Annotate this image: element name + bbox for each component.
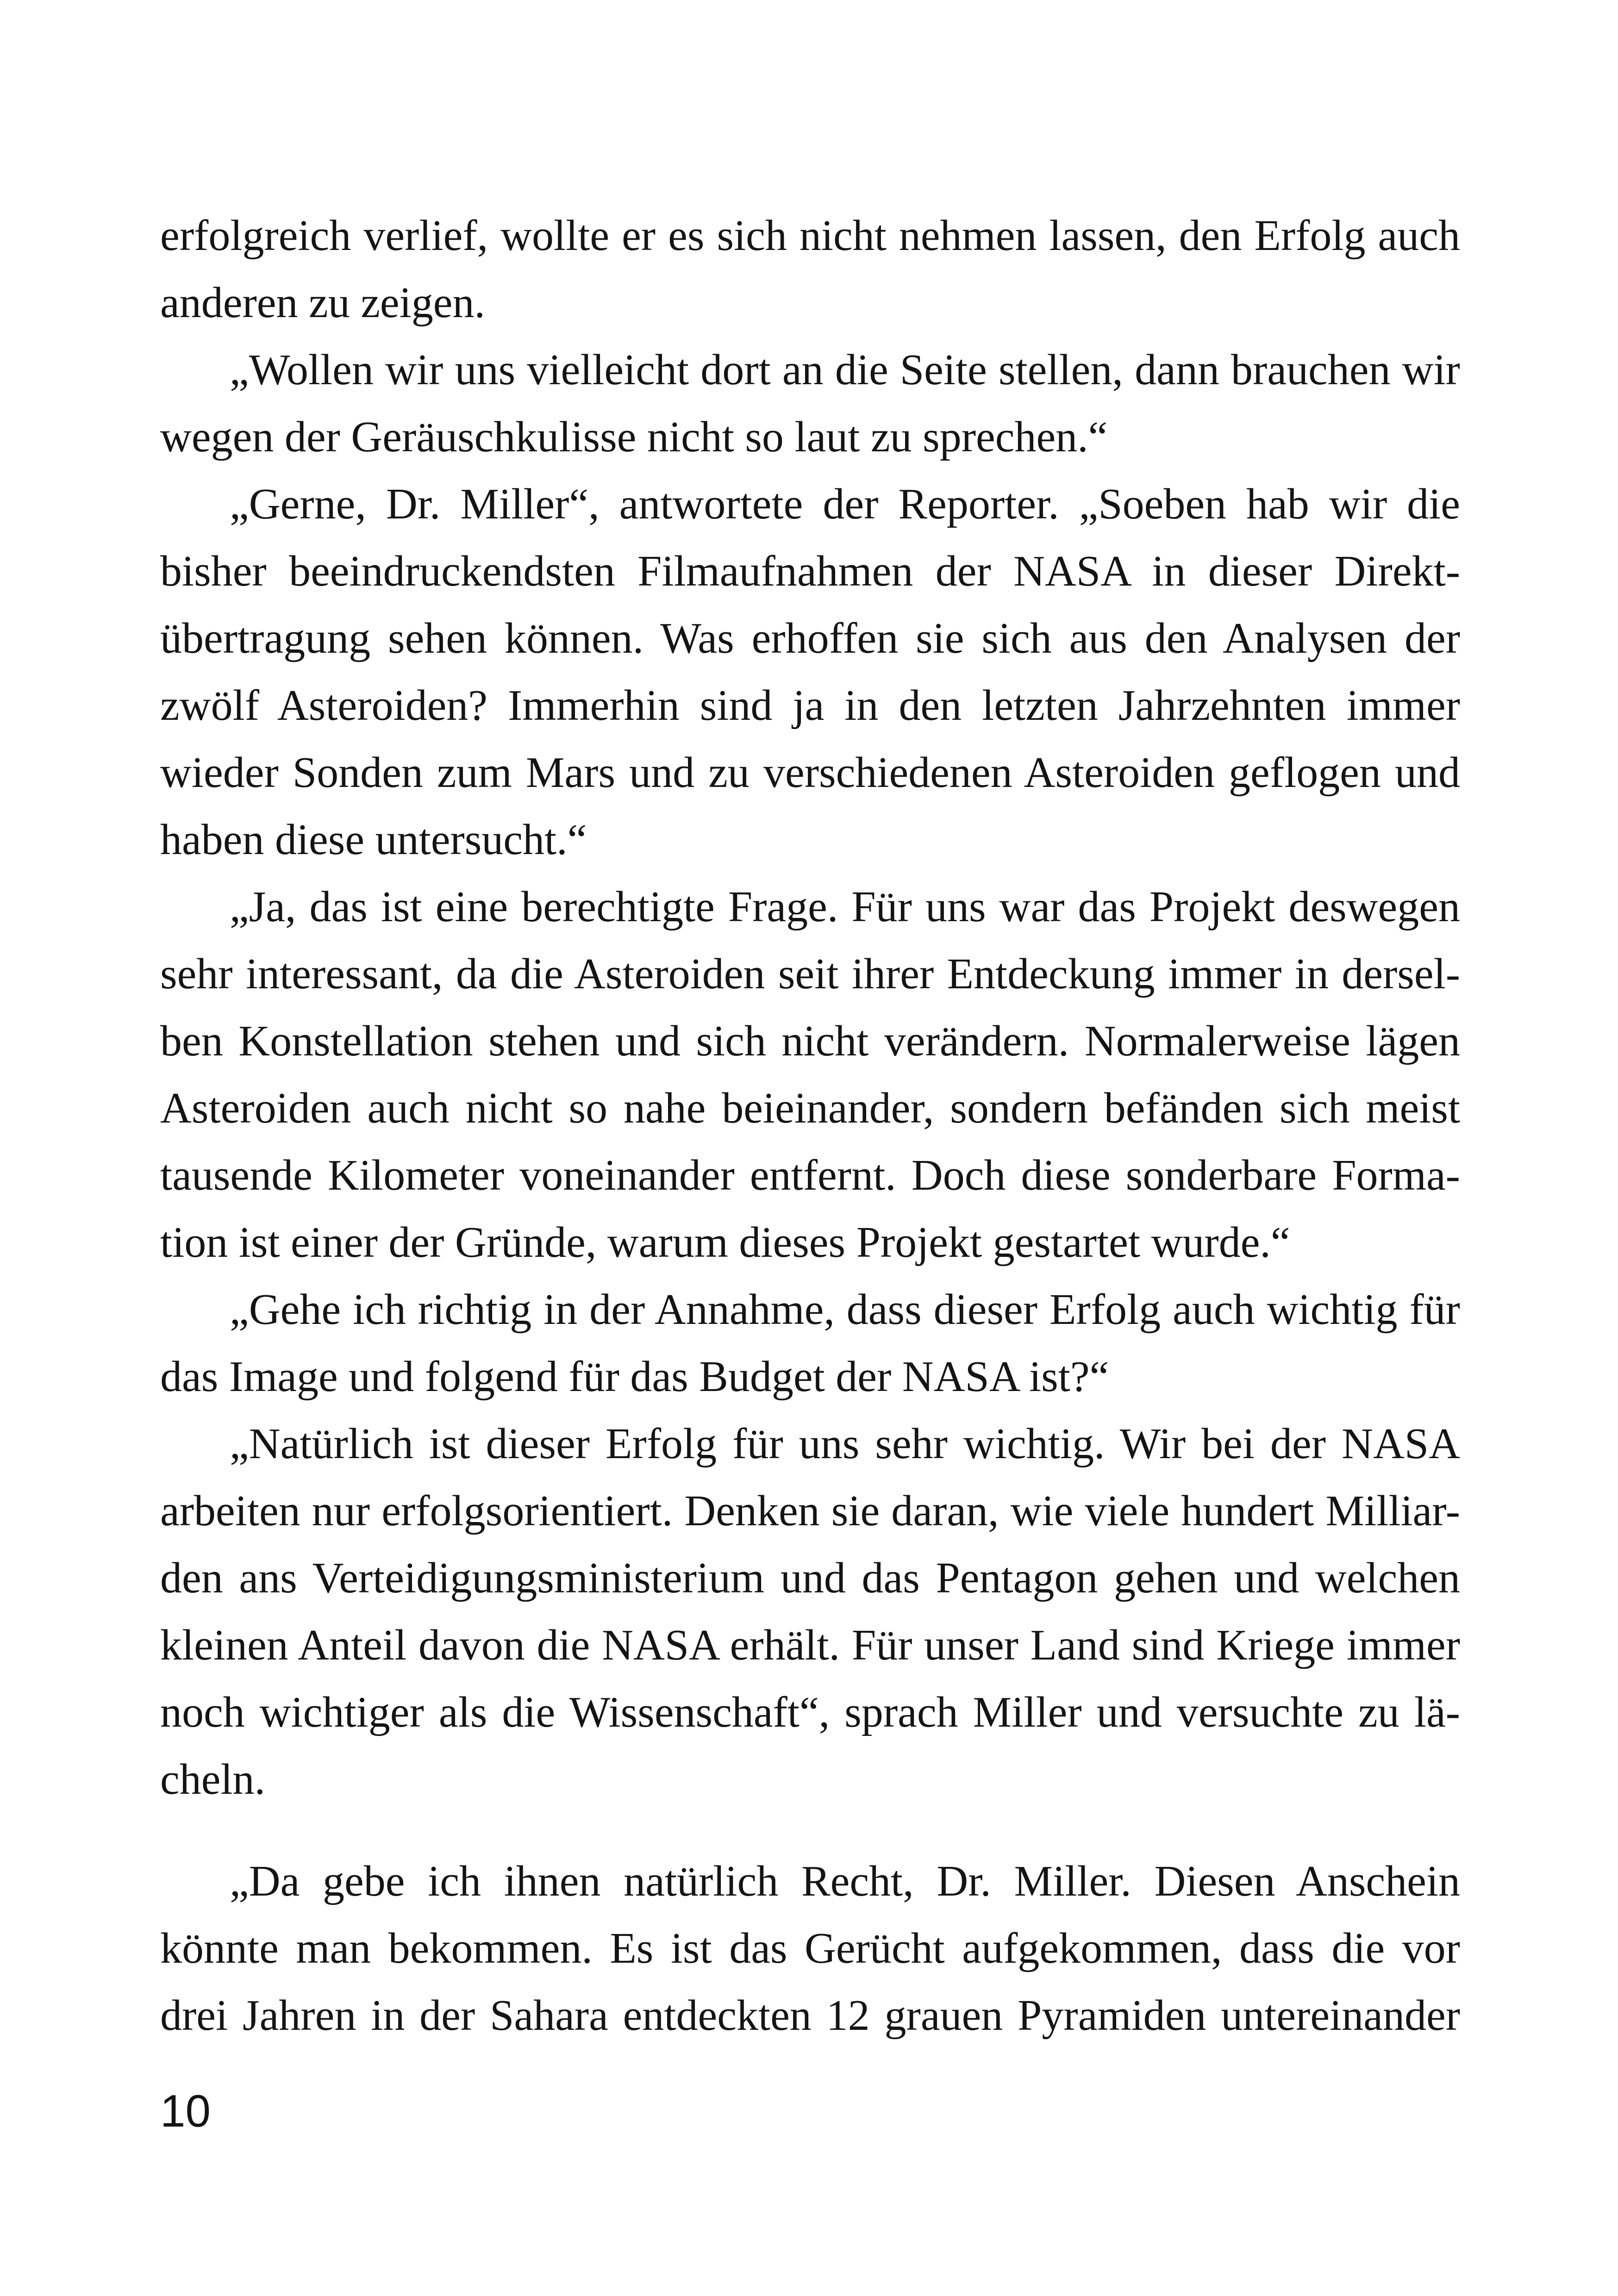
text-line: wieder Sonden zum Mars und zu verschiedenen Asteroiden geflogen und — [160, 749, 1460, 797]
text-line: erfolgreich verlief, wollte er es sich nicht nehmen lassen, den Erfolg auch — [160, 212, 1460, 260]
text-line: könnte man bekommen. Es ist das Gerücht aufgekommen, dass die vor — [160, 1924, 1460, 1972]
text-line: wegen der Geräuschkulisse nicht so laut zu sprechen.“ — [160, 413, 1108, 461]
paragraph-first-line: „Wollen wir uns vielleicht dort an die Seite stellen, dann brauchen wir — [230, 346, 1460, 394]
text-line: tion ist einer der Gründe, warum dieses Projekt gestartet wurde.“ — [160, 1218, 1290, 1267]
text-line: haben diese untersucht.“ — [160, 816, 587, 864]
text-line: ben Konstellation stehen und sich nicht verändern. Normalerweise lägen — [160, 1017, 1460, 1065]
text-line: das Image und folgend für das Budget der NASA ist?“ — [160, 1353, 1109, 1401]
text-line: übertragung sehen können. Was erhoffen sie sich aus den Analysen der — [160, 614, 1460, 662]
text-line: tausende Kilometer voneinander entfernt. Doch diese sonderbare Forma- — [160, 1151, 1460, 1199]
text-line: kleinen Anteil davon die NASA erhält. Für unser Land sind Kriege immer — [160, 1621, 1460, 1669]
text-line: noch wichtiger als die Wissenschaft“, sprach Miller und versuchte zu lä- — [160, 1688, 1460, 1736]
text-line: arbeiten nur erfolgsorientiert. Denken sie daran, wie viele hundert Milliar- — [160, 1487, 1460, 1535]
text-line: bisher beeindruckendsten Filmaufnahmen der NASA in dieser Direkt- — [160, 547, 1460, 595]
text-line: Asteroiden auch nicht so nahe beieinander, sondern befänden sich meist — [160, 1084, 1460, 1132]
text-line: drei Jahren in der Sahara entdeckten 12 grauen Pyramiden untereinander — [160, 1991, 1460, 2040]
paragraph-first-line: „Gerne, Dr. Miller“, antwortete der Reporter. „Soeben hab wir die — [230, 480, 1460, 528]
paragraph-first-line: „Gehe ich richtig in der Annahme, dass dieser Erfolg auch wichtig für — [230, 1285, 1460, 1334]
paragraph-first-line: „Ja, das ist eine berechtigte Frage. Für uns war das Projekt deswegen — [230, 883, 1460, 931]
text-line: sehr interessant, da die Asteroiden seit ihrer Entdeckung immer in dersel- — [160, 950, 1460, 998]
paragraph-first-line: „Da gebe ich ihnen natürlich Recht, Dr. Miller. Diesen Anschein — [230, 1857, 1460, 1905]
text-line: zwölf Asteroiden? Immerhin sind ja in den letzten Jahrzehnten immer — [160, 681, 1460, 730]
text-line: cheln. — [160, 1755, 266, 1803]
text-line: den ans Verteidigungsministerium und das Pentagon gehen und welchen — [160, 1554, 1460, 1602]
text-line: anderen zu zeigen. — [160, 279, 485, 327]
page-number: 10 — [160, 2085, 211, 2136]
paragraph-first-line: „Natürlich ist dieser Erfolg für uns sehr wichtig. Wir bei der NASA — [230, 1420, 1460, 1468]
